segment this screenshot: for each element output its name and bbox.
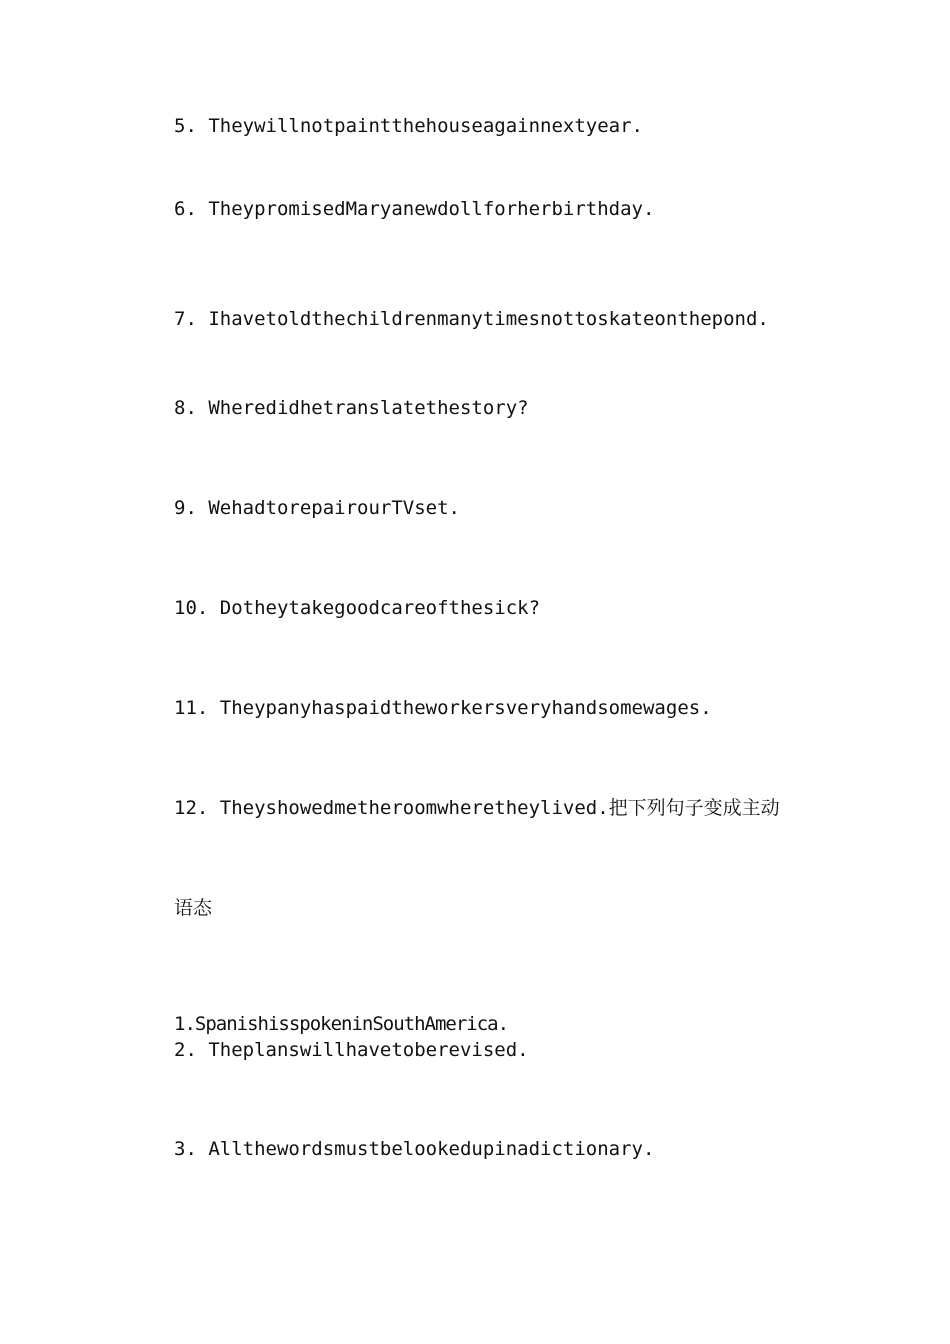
sentence-line-7: 7. Ihavetoldthechildrenmanytimesnottoskateonthepond. (174, 308, 769, 330)
sentence-line-9: 9. WehadtorepairourTVset. (174, 497, 460, 519)
sentence-line-8: 8. Wheredidhetranslatethestory? (174, 397, 529, 419)
sentence-line-12-with-instruction: 12. Theyshowedmetheroomwheretheylived.把下列句子变成主动 (174, 797, 780, 819)
exercise-line-1: 1.SpanishisspokeninSouthAmerica. (174, 1013, 509, 1035)
sentence-line-5: 5. Theywillnotpaintthehouseagainnextyear. (174, 115, 643, 137)
sentence-line-6: 6. TheypromisedMaryanewdollforherbirthday. (174, 198, 655, 220)
sentence-line-10: 10. Dotheytakegoodcareofthesick? (174, 597, 541, 619)
sentence-line-11: 11. Theypanyhaspaidtheworkersveryhandsomewages. (174, 697, 712, 719)
exercise-line-3: 3. Allthewordsmustbelookedupinadictionary. (174, 1138, 655, 1160)
exercise-line-2: 2. Theplanswillhavetoberevised. (174, 1039, 529, 1061)
instruction-continuation: 语态 (174, 897, 213, 919)
